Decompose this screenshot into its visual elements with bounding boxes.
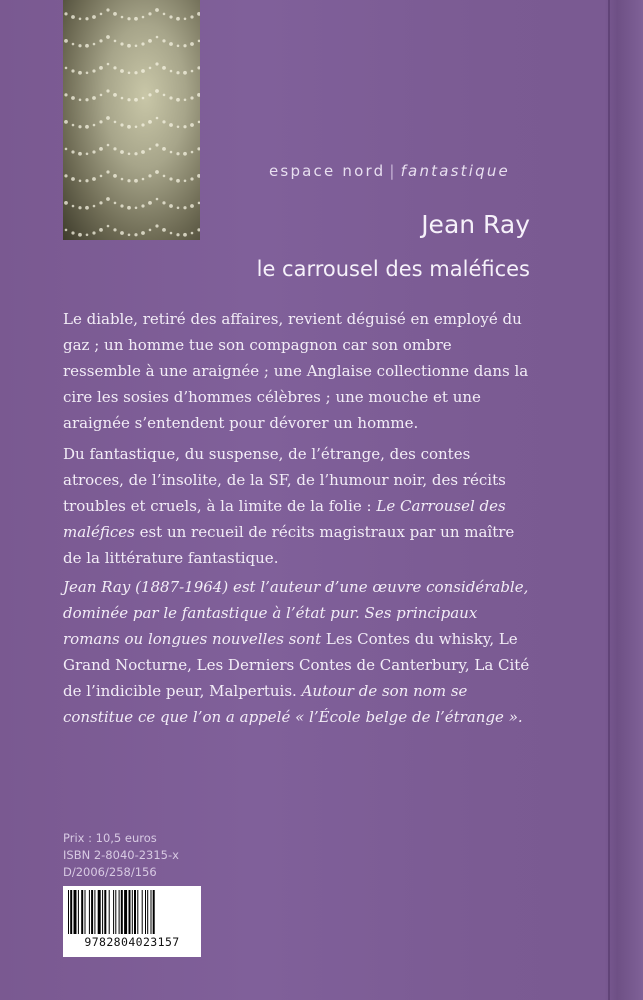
dewdrop	[197, 228, 200, 231]
barcode-bar	[121, 890, 123, 934]
dewdrop	[128, 71, 131, 74]
dewdrop	[64, 174, 67, 177]
barcode-bar	[91, 890, 93, 934]
dewdrop	[155, 62, 158, 65]
dewdrop	[79, 179, 82, 182]
dewdrop	[141, 42, 144, 45]
collection-name: espace nord	[269, 162, 386, 180]
dewdrop	[71, 96, 75, 100]
barcode-bars	[66, 890, 198, 934]
dewdrop	[177, 44, 180, 47]
dewdrop	[64, 201, 68, 205]
dewdrop	[64, 120, 68, 124]
barcode-bar	[153, 890, 155, 934]
dewdrop	[149, 229, 152, 232]
barcode-bar	[85, 890, 86, 934]
barcode-bar	[145, 890, 146, 934]
dewdrop	[92, 69, 95, 72]
dewdrop	[99, 120, 102, 123]
dewdrop	[120, 69, 124, 73]
dewdrop	[107, 144, 110, 147]
dewdrop	[148, 12, 151, 15]
dewdrop	[65, 229, 68, 232]
price-line: Prix : 10,5 euros	[63, 831, 157, 845]
dewdrop	[127, 17, 130, 20]
dewdrop	[65, 67, 68, 70]
dewdrop	[170, 70, 173, 73]
dewdrop	[100, 175, 103, 178]
dewdrop	[106, 197, 110, 201]
bio-text-a: Jean Ray (1887-1964) est l’auteur d’une œuvre considérable, dominée par le fantastique à l’état pur. Ses principaux romans ou longues nouvelles sont	[63, 578, 529, 648]
dewdrop	[156, 117, 159, 120]
dewdrop	[114, 121, 117, 124]
legal-deposit-line: D/2006/258/156	[63, 865, 157, 879]
dewdrop	[155, 224, 158, 227]
dewdrop	[113, 147, 116, 150]
dewdrop	[170, 232, 173, 235]
dewdrop	[148, 174, 151, 177]
dewdrop	[121, 178, 124, 181]
dewdrop	[141, 231, 145, 235]
dewdrop	[148, 39, 152, 43]
dewdrop	[121, 16, 124, 19]
dewdrop	[190, 204, 194, 208]
dewdrop	[169, 123, 173, 127]
dewdrop	[183, 125, 186, 128]
dewdrop	[106, 8, 109, 11]
dewdrop	[169, 177, 172, 180]
dewdrop	[162, 201, 165, 204]
dewdrop	[162, 120, 165, 123]
dewdrop	[191, 151, 194, 154]
blurb-p2-text-a: Du fantastique, du suspense, de l’étrange, des contes atroces, de l’insolite, de la SF, de l’humour noir, des récits troubles et cruels, à la limite de la folie :	[63, 445, 506, 515]
dewdrop	[127, 179, 130, 182]
barcode-bar	[115, 890, 116, 934]
dewdrop	[169, 96, 172, 99]
dewdrop	[99, 228, 103, 232]
dewdrop	[135, 206, 138, 209]
dewdrop	[120, 204, 123, 207]
dewdrop	[78, 206, 81, 209]
book-title: le carrousel des maléfices	[256, 257, 530, 281]
dewdrop	[64, 93, 67, 96]
dewdrop	[134, 152, 137, 155]
barcode-bar	[151, 890, 152, 934]
dewdrop	[190, 42, 194, 46]
dewdrop	[85, 17, 88, 20]
dewdrop	[183, 152, 187, 156]
dewdrop	[197, 147, 200, 150]
dewdrop	[141, 204, 144, 207]
blurb-p1-text: Le diable, retiré des affaires, revient déguisé en employé du gaz ; un homme tue son compagnon car son ombre ressemble à une araignée ; une Anglaise collectionne dans la cire les sosies d’hommes célèbres ; une mouche et une araignée s’entendent pour dévorer un homme.	[63, 310, 529, 432]
dewdrop	[176, 152, 179, 155]
dewdrop	[120, 150, 124, 154]
barcode-bar	[74, 890, 77, 934]
dewdrop	[183, 71, 187, 75]
dewdrop	[142, 97, 145, 100]
blurb-p2-book-title: Le Carrousel des maléfices	[63, 497, 506, 541]
dewdrop	[128, 233, 131, 236]
dewdrop	[170, 151, 173, 154]
dewdrop	[107, 63, 110, 66]
dewdrop	[64, 39, 68, 43]
dewdrop	[113, 174, 117, 178]
dewdrop	[120, 231, 124, 235]
barcode-bar	[134, 890, 136, 934]
dewdrop	[127, 98, 130, 101]
dewdrop-web-photo	[63, 0, 200, 240]
dewdrop	[190, 15, 193, 18]
dewdrop	[92, 15, 96, 19]
dewdrop	[197, 93, 200, 97]
dewdrop	[85, 179, 88, 182]
dewdrop	[100, 13, 103, 16]
dewdrop	[134, 17, 138, 21]
dewdrop	[176, 179, 180, 183]
series-label	[269, 162, 510, 180]
barcode-bar	[94, 890, 95, 934]
dewdrop	[198, 40, 200, 43]
dewdrop	[85, 44, 89, 48]
barcode-bar	[129, 890, 131, 934]
dewdrop	[162, 66, 166, 70]
dewdrop	[93, 205, 96, 208]
dewdrop	[141, 150, 145, 154]
dewdrop	[106, 35, 110, 39]
dewdrop	[190, 96, 193, 99]
dewdrop	[169, 15, 172, 18]
dewdrop	[92, 231, 95, 234]
dewdrop	[127, 206, 131, 210]
genre-name: fantastique	[400, 162, 510, 180]
dewdrop	[169, 42, 173, 46]
barcode-bar	[147, 890, 148, 934]
dewdrop	[149, 148, 152, 151]
dewdrop	[135, 125, 138, 128]
barcode-bar	[89, 890, 90, 934]
dewdrop	[71, 177, 75, 181]
dewdrop	[86, 71, 89, 74]
dewdrop	[163, 94, 166, 97]
dewdrop	[163, 175, 166, 178]
blurb-paragraph-2	[63, 441, 533, 571]
dewdrop	[71, 15, 75, 19]
author-bio-paragraph	[63, 574, 533, 730]
dewdrop	[134, 98, 138, 102]
dewdrop	[141, 123, 144, 126]
dewdrop	[92, 150, 95, 153]
dewdrop	[78, 152, 82, 156]
dewdrop	[85, 206, 89, 210]
dewdrop	[162, 228, 166, 232]
dewdrop	[78, 71, 82, 75]
dewdrop	[191, 70, 194, 73]
dewdrop	[198, 202, 200, 205]
dewdrop	[113, 93, 117, 97]
dewdrop	[107, 225, 110, 228]
dewdrop	[148, 120, 152, 124]
dewdrop	[197, 66, 200, 69]
barcode-bar	[142, 890, 143, 934]
dewdrop	[72, 124, 75, 127]
dewdrop	[134, 179, 138, 183]
dewdrop	[71, 231, 74, 234]
isbn-line: ISBN 2-8040-2315-x	[63, 848, 179, 862]
dewdrop	[183, 44, 186, 47]
dewdrop	[99, 201, 102, 204]
dewdrop	[113, 12, 117, 16]
dewdrop	[106, 116, 110, 120]
author-name: Jean Ray	[421, 210, 530, 239]
dewdrop	[85, 125, 89, 129]
dewdrop	[184, 179, 187, 182]
dewdrop	[120, 123, 123, 126]
barcode-bar	[109, 890, 110, 934]
dewdrop	[169, 204, 173, 208]
dewdrop	[72, 205, 75, 208]
dewdrop	[162, 147, 166, 151]
dewdrop	[92, 177, 96, 181]
barcode-bar	[113, 890, 114, 934]
barcode-bar	[104, 890, 106, 934]
dewdrop	[197, 12, 200, 16]
barcode-bar	[81, 890, 83, 934]
dewdrop	[142, 178, 145, 181]
dewdrop	[128, 152, 131, 155]
dewdrop	[155, 8, 159, 12]
barcode-bar	[137, 890, 138, 934]
bio-text-c: Autour de son nom se constitue ce que l’on a appelé « l’École belge de l’étrange ».	[63, 682, 523, 726]
dewdrop	[184, 17, 187, 20]
dewdrop	[135, 44, 138, 47]
dewdrop	[79, 17, 82, 20]
bio-works-list: Les Contes du whisky, Le Grand Nocturne, Les Derniers Contes de Canterbury, La Cité de l’indicible peur, Malpertuis.	[63, 630, 530, 700]
barcode-bar	[102, 890, 103, 934]
dewdrop	[99, 66, 103, 70]
barcode-bar	[124, 890, 127, 934]
dewdrop	[190, 123, 194, 127]
dewdrop	[78, 125, 81, 128]
dewdrop	[176, 17, 180, 21]
barcode-bar	[119, 890, 120, 934]
barcode-bar	[132, 890, 133, 934]
dewdrop	[191, 232, 194, 235]
dewdrop	[177, 125, 180, 128]
barcode-number: 9782804023157	[84, 935, 180, 949]
barcode	[63, 886, 201, 957]
barcode-bar	[78, 890, 79, 934]
dewdrop	[149, 67, 152, 70]
dewdrop	[113, 66, 116, 69]
dewdrop	[114, 40, 117, 43]
dewdrop	[184, 98, 187, 101]
dewdrop	[190, 177, 193, 180]
dewdrop	[86, 233, 89, 236]
dewdrop	[176, 98, 180, 102]
dewdrop	[127, 44, 131, 48]
dewdrop	[183, 206, 186, 209]
spine-fold	[608, 0, 610, 1000]
dewdrop	[71, 69, 74, 72]
dewdrop	[106, 89, 109, 92]
dew-pattern	[63, 0, 200, 240]
dewdrop	[163, 13, 166, 16]
dewdrop	[78, 233, 82, 237]
dewdrop	[156, 198, 159, 201]
dewdrop	[176, 71, 179, 74]
dewdrop	[197, 174, 200, 178]
barcode-bar	[98, 890, 101, 934]
dewdrop	[72, 43, 75, 46]
series-separator: |	[389, 162, 397, 180]
dewdrop	[114, 202, 117, 205]
dewdrop	[78, 44, 81, 47]
dewdrop	[65, 148, 68, 151]
dewdrop	[64, 12, 67, 15]
dewdrop	[86, 152, 89, 155]
dewdrop	[156, 36, 159, 39]
dewdrop	[183, 233, 187, 237]
dewdrop	[113, 228, 116, 231]
dewdrop	[106, 170, 109, 173]
dewdrop	[148, 93, 151, 96]
dewdrop	[120, 42, 123, 45]
dewdrop	[142, 16, 145, 19]
dewdrop	[141, 69, 145, 73]
dewdrop	[176, 233, 179, 236]
dewdrop	[93, 43, 96, 46]
blurb-p2-text-c: est un recueil de récits magistraux par un maître de la littérature fantastique.	[63, 523, 515, 567]
dewdrop	[155, 143, 158, 146]
dewdrop	[177, 206, 180, 209]
dewdrop	[99, 147, 103, 151]
dewdrop	[121, 97, 124, 100]
dewdrop	[79, 98, 82, 101]
dewdrop	[127, 125, 131, 129]
barcode-bar	[68, 890, 69, 934]
barcode-bar	[70, 890, 72, 934]
dewdrop	[134, 233, 137, 236]
dewdrop	[85, 98, 88, 101]
dewdrop	[93, 124, 96, 127]
dewdrop	[100, 94, 103, 97]
dewdrop	[92, 96, 96, 100]
blurb-paragraph-1	[63, 306, 533, 436]
dewdrop	[198, 121, 200, 124]
dewdrop	[71, 150, 74, 153]
dewdrop	[155, 89, 159, 93]
dewdrop	[148, 201, 152, 205]
dewdrop	[134, 71, 137, 74]
dewdrop	[162, 39, 165, 42]
publication-info	[63, 830, 179, 881]
dewdrop	[99, 39, 102, 42]
dewdrop	[155, 170, 159, 174]
